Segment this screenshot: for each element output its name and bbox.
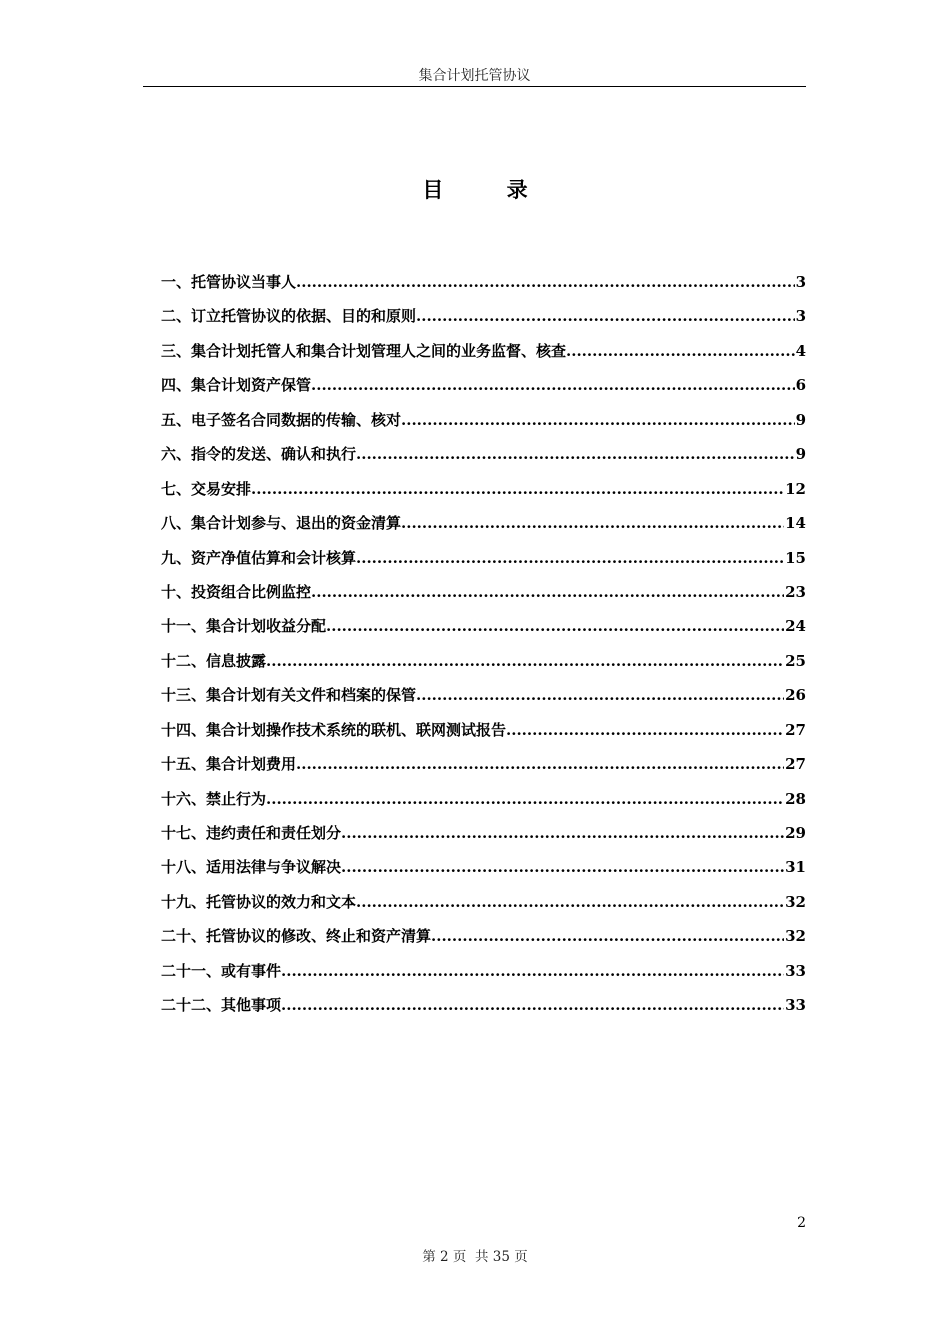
toc-dot-leader (266, 651, 784, 671)
toc-entry-page: 9 (795, 445, 806, 464)
toc-entry-label: 七、交易安排 (161, 479, 252, 498)
toc-entry-page: 3 (795, 307, 806, 326)
toc-dot-leader (356, 548, 784, 568)
toc-entry[interactable] (161, 789, 806, 823)
toc-entry-label: 三、集合计划托管人和集合计划管理人之间的业务监督、核查 (161, 341, 567, 360)
toc-dot-leader (326, 616, 784, 636)
toc-title: 目 录 (422, 177, 556, 202)
running-header-title: 集合计划托管协议 (418, 68, 531, 84)
toc-dot-leader (251, 479, 784, 499)
toc-entry-label: 六、指令的发送、确认和执行 (161, 445, 357, 464)
toc-dot-leader (356, 892, 784, 912)
toc-entry-label: 九、资产净值估算和会计核算 (161, 548, 357, 567)
toc-entry-page: 26 (785, 686, 806, 705)
toc-entry-label: 二十二、其他事项 (161, 996, 282, 1015)
toc-entry-page: 6 (795, 376, 806, 395)
toc-entry-label: 十一、集合计划收益分配 (161, 617, 327, 636)
toc-entry-label: 二十一、或有事件 (161, 961, 282, 980)
toc-entry-page: 29 (785, 824, 806, 842)
toc-entry[interactable] (161, 582, 806, 616)
toc-entry-label: 十六、禁止行为 (161, 789, 267, 808)
toc-entry-page: 25 (785, 651, 806, 670)
toc-entry-label: 十二、信息披露 (161, 651, 267, 670)
toc-dot-leader (296, 754, 784, 774)
toc-entry[interactable] (161, 444, 806, 478)
toc-dot-leader (296, 272, 795, 292)
toc-entry-label: 十八、适用法律与争议解决 (161, 858, 342, 877)
toc-dot-leader (281, 995, 784, 1015)
toc-dot-leader (341, 823, 784, 843)
toc-entry[interactable] (161, 548, 806, 582)
toc-dot-leader (416, 685, 784, 705)
toc-entry-page: 32 (785, 892, 806, 911)
toc-entry-label: 五、电子签名合同数据的传输、核对 (161, 410, 402, 429)
toc-dot-leader (401, 410, 795, 430)
toc-entry-page: 31 (785, 858, 806, 877)
toc-entry-page: 9 (795, 410, 806, 429)
toc-dot-leader (311, 582, 784, 602)
toc-entry-label: 十九、托管协议的效力和文本 (161, 892, 357, 911)
toc-entry[interactable] (161, 892, 806, 926)
table-of-contents (161, 272, 806, 1030)
toc-entry-label: 四、集合计划资产保管 (161, 376, 312, 395)
toc-entry[interactable] (161, 823, 806, 857)
toc-dot-leader (341, 857, 784, 877)
toc-entry-label: 十五、集合计划费用 (161, 755, 297, 774)
toc-entry-page: 24 (785, 617, 806, 636)
toc-entry-label: 一、托管协议当事人 (161, 273, 297, 291)
page-number: 2 (797, 1215, 806, 1231)
toc-entry[interactable] (161, 926, 806, 960)
toc-entry-page: 27 (785, 755, 806, 774)
toc-entry-label: 十七、违约责任和责任划分 (161, 824, 342, 842)
toc-entry[interactable] (161, 513, 806, 547)
toc-entry[interactable] (161, 272, 806, 306)
toc-dot-leader (506, 720, 784, 740)
toc-dot-leader (401, 513, 784, 533)
toc-entry[interactable] (161, 479, 806, 513)
toc-entry[interactable] (161, 410, 806, 444)
toc-entry[interactable] (161, 375, 806, 409)
toc-dot-leader (431, 926, 784, 946)
toc-dot-leader (356, 444, 795, 464)
toc-entry-page: 33 (785, 996, 806, 1015)
toc-entry[interactable] (161, 685, 806, 719)
toc-entry-label: 十、投资组合比例监控 (161, 582, 312, 601)
toc-entry-label: 十四、集合计划操作技术系统的联机、联网测试报告 (161, 720, 507, 739)
page-footer (0, 1248, 950, 1266)
toc-entry[interactable] (161, 961, 806, 995)
toc-entry-label: 八、集合计划参与、退出的资金清算 (161, 514, 402, 533)
toc-entry-page: 14 (785, 514, 806, 533)
toc-entry[interactable] (161, 995, 806, 1029)
toc-entry[interactable] (161, 857, 806, 891)
footer-page-count: 第 2 页 共 35 页 (422, 1249, 528, 1265)
toc-entry-page: 28 (785, 789, 806, 808)
toc-entry-label: 二、订立托管协议的依据、目的和原则 (161, 307, 417, 326)
toc-entry[interactable] (161, 720, 806, 754)
toc-entry[interactable] (161, 341, 806, 375)
toc-dot-leader (416, 306, 795, 326)
toc-entry[interactable] (161, 306, 806, 340)
toc-dot-leader (281, 961, 784, 981)
toc-entry-page: 15 (785, 548, 806, 567)
toc-entry-page: 32 (785, 927, 806, 946)
toc-entry-page: 27 (785, 720, 806, 739)
toc-entry-page: 3 (795, 273, 806, 291)
toc-entry-page: 23 (785, 582, 806, 601)
toc-entry-page: 4 (795, 341, 806, 360)
toc-entry-label: 十三、集合计划有关文件和档案的保管 (161, 686, 417, 705)
toc-entry-page: 12 (785, 479, 806, 498)
toc-dot-leader (566, 341, 795, 361)
header-rule (143, 86, 806, 87)
toc-entry[interactable] (161, 651, 806, 685)
toc-dot-leader (266, 789, 784, 809)
toc-entry[interactable] (161, 754, 806, 788)
toc-entry[interactable] (161, 616, 806, 650)
toc-entry-label: 二十、托管协议的修改、终止和资产清算 (161, 927, 432, 946)
toc-dot-leader (311, 375, 795, 395)
toc-entry-page: 33 (785, 961, 806, 980)
